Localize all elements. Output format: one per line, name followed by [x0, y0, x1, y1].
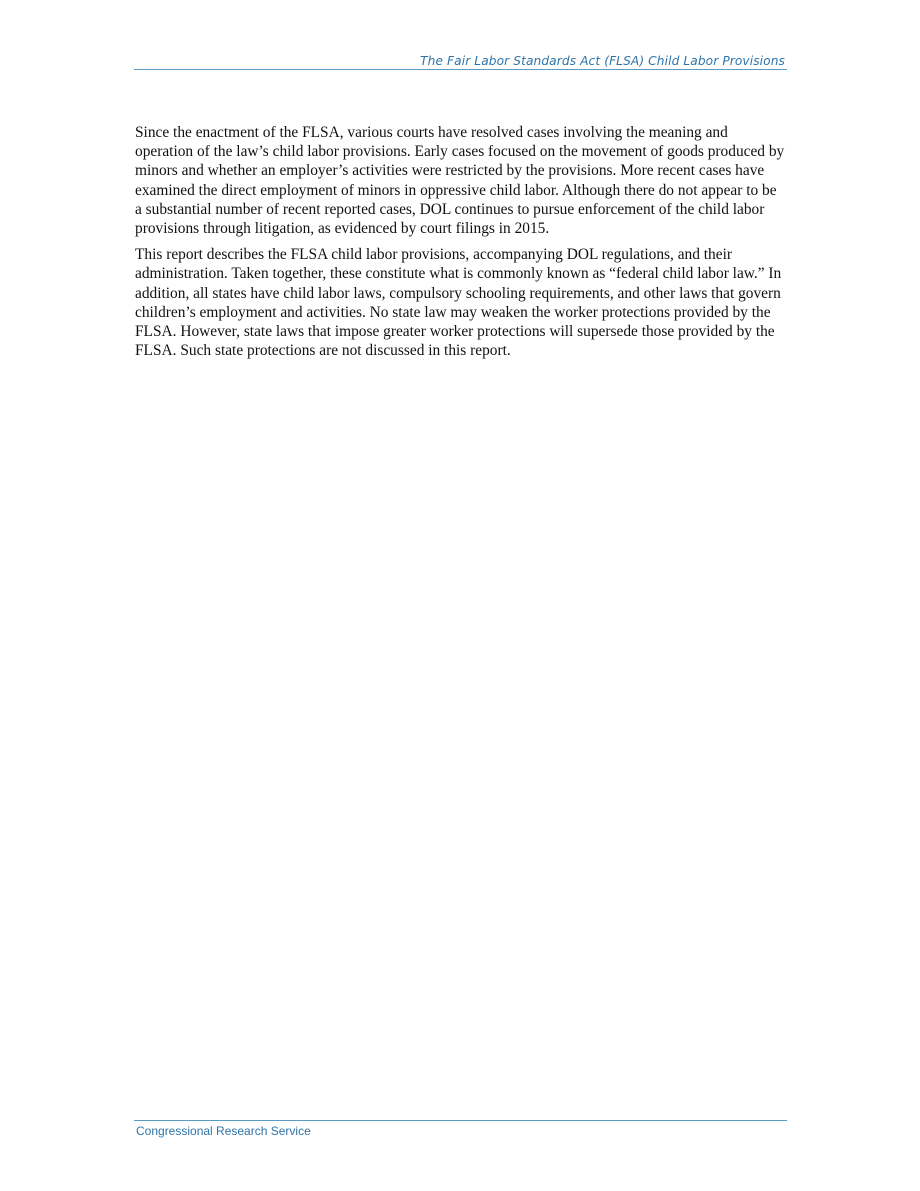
body-text	[135, 123, 787, 367]
running-footer	[134, 1120, 787, 1138]
paragraph: This report describes the FLSA child labor provisions, accompanying DOL regulations, and their administration. Taken together, these constitute what is commonly known as “federal child labor law.” In addition, all states have child labor laws, compulsory schooling requirements, and other laws that govern children’s employment and activities. No state law may weaken the worker protections provided by the FLSA. However, state laws that impose greater worker protections will supersede those provided by the FLSA. Such state protections are not discussed in this report.	[135, 246, 782, 360]
paragraph: Since the enactment of the FLSA, various courts have resolved cases involving the meaning and operation of the law’s child labor provisions. Early cases focused on the movement of goods produced by minors and whether an employer’s activities were restricted by the provisions. More recent cases have examined the direct employment of minors in oppressive child labor. Although there do not appear to be a substantial number of recent reported cases, DOL continues to pursue enforcement of the child labor provisions through litigation, as evidenced by court filings in 2015.	[135, 124, 785, 238]
running-header	[134, 52, 787, 70]
footer-label: Congressional Research Service	[136, 1124, 311, 1138]
header-title: The Fair Labor Standards Act (FLSA) Child Labor Provisions	[420, 54, 785, 68]
